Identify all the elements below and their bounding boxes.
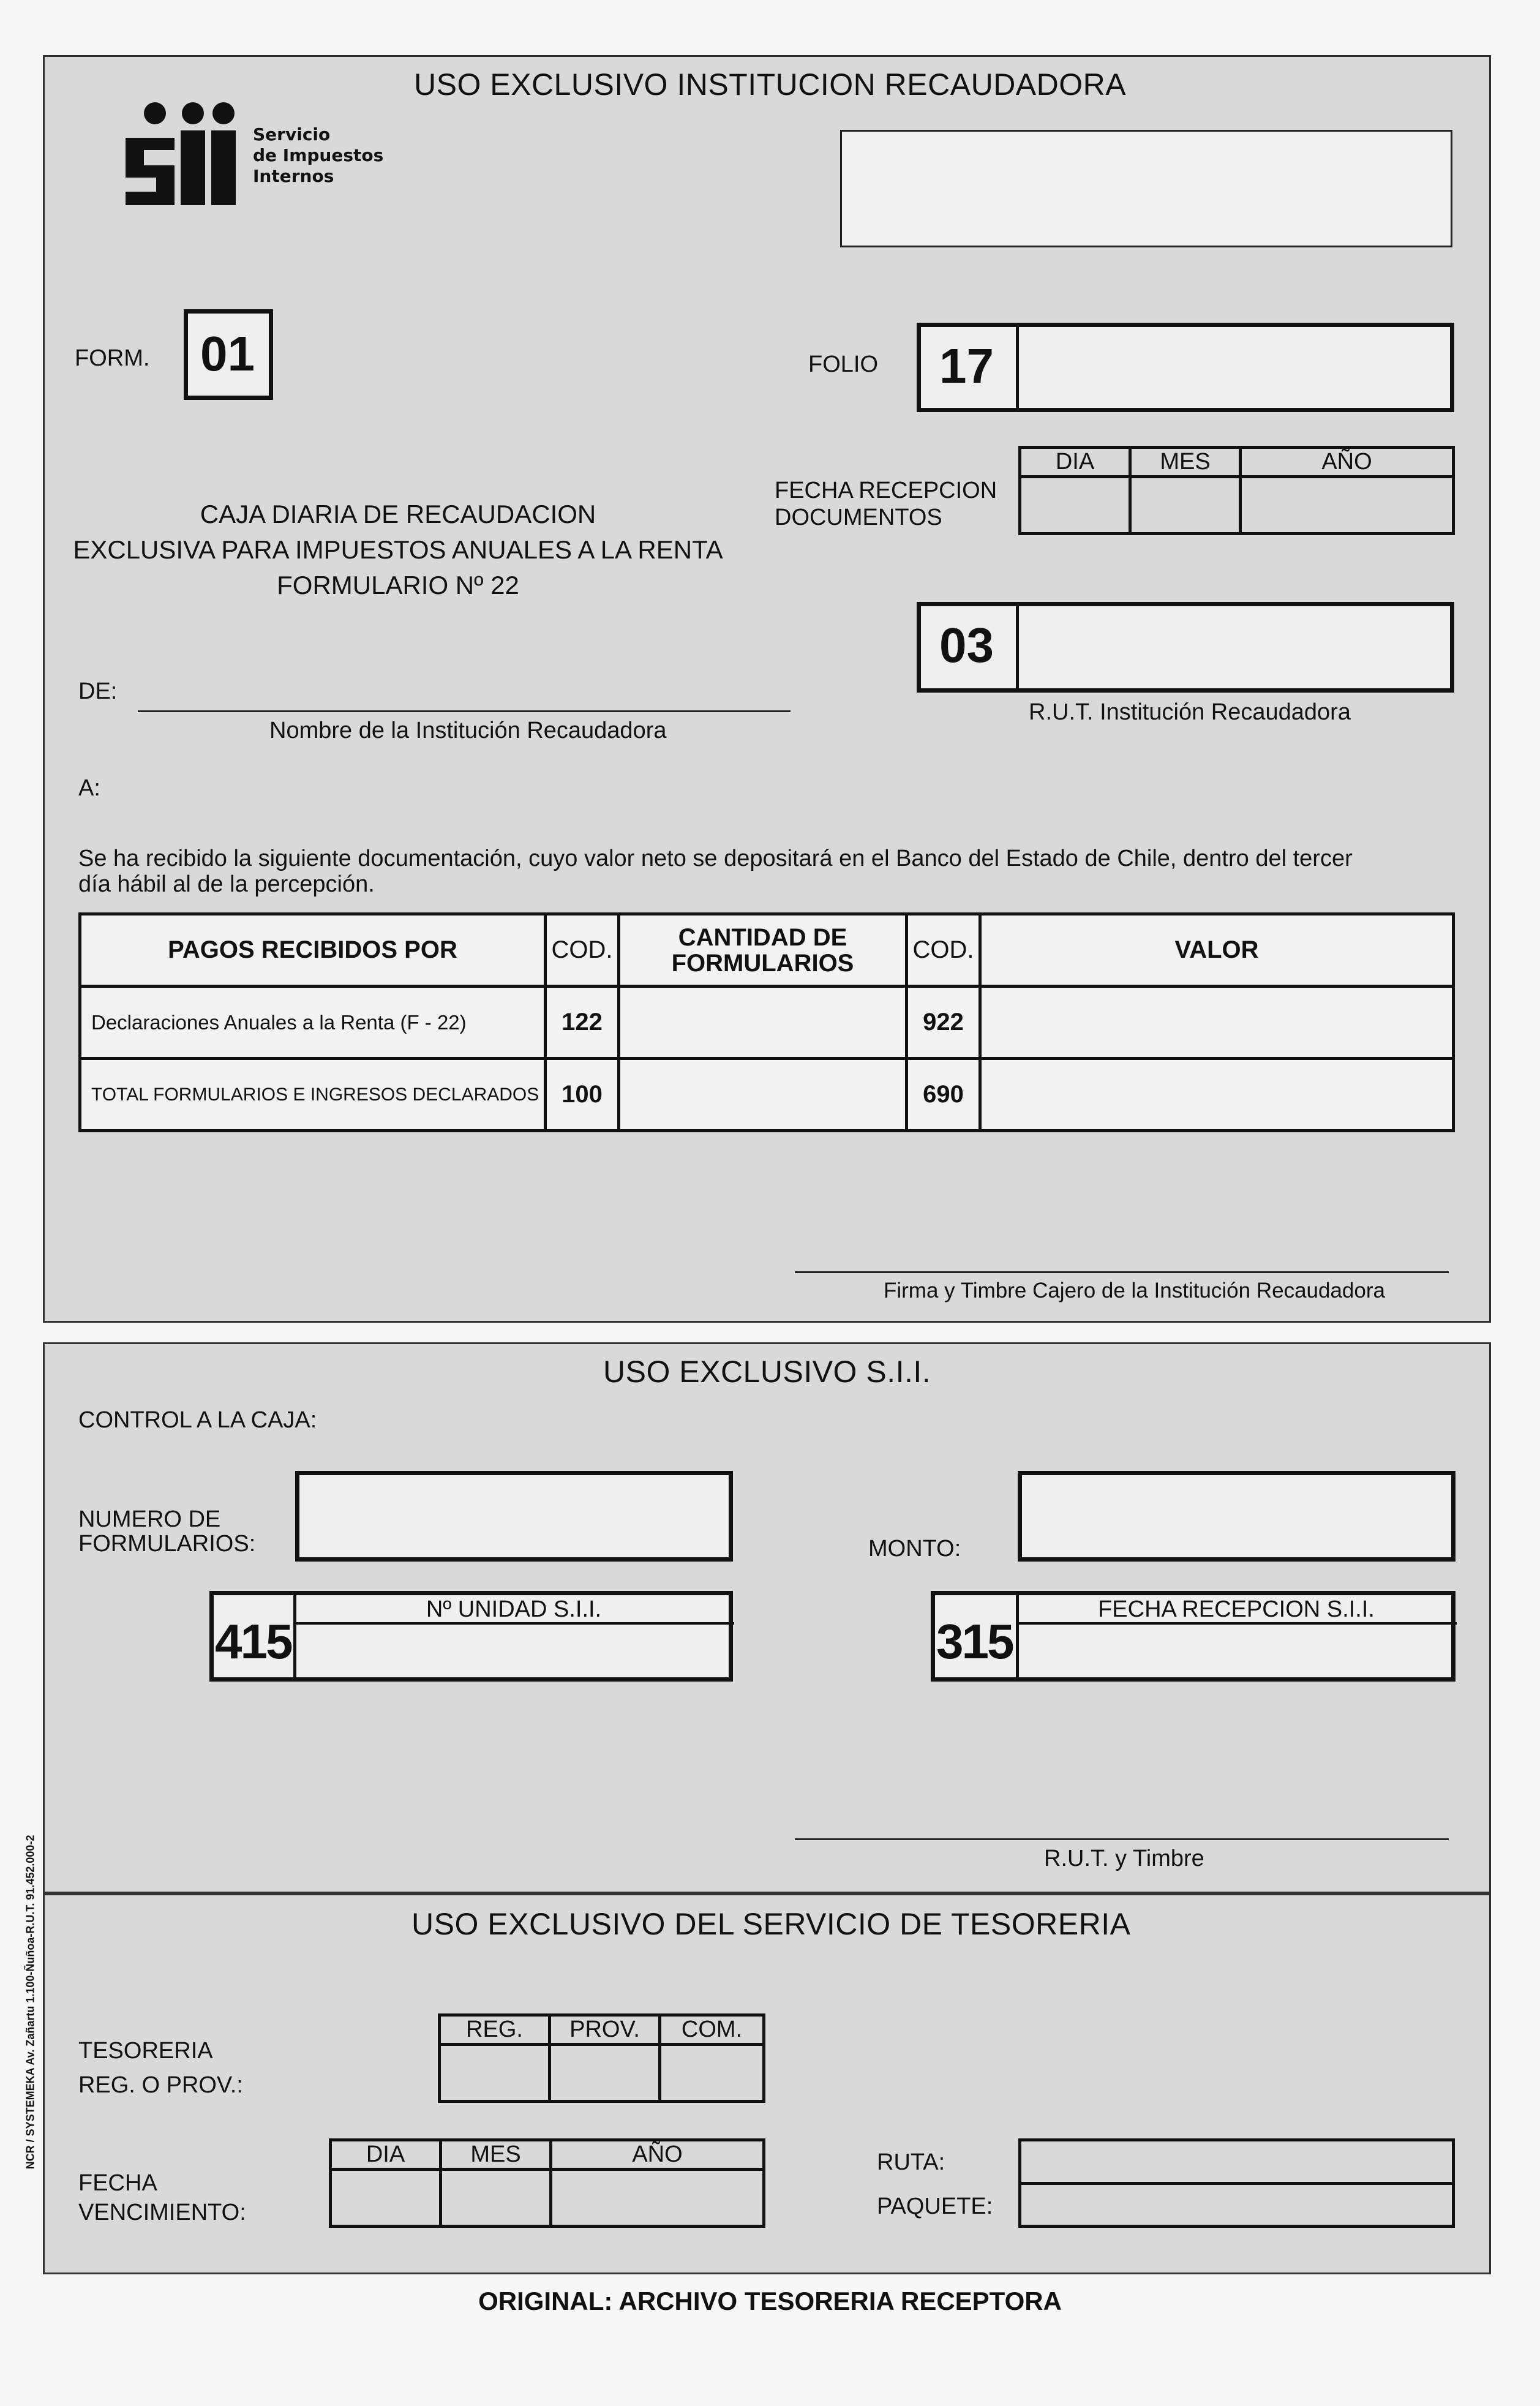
vto-cell-mes[interactable]: [441, 2170, 551, 2227]
date-header-ano: AÑO: [1241, 448, 1454, 477]
ruta-label: RUTA:: [877, 2149, 945, 2175]
logo-text-1: Servicio: [253, 124, 331, 145]
row-cod-1: 100: [546, 1059, 619, 1131]
numero-formularios-label-2: FORMULARIOS:: [78, 1531, 256, 1557]
firma-line[interactable]: [795, 1271, 1449, 1273]
header-valor: VALOR: [980, 914, 1454, 987]
fecha-sii-label: FECHA RECEPCION S.I.I.: [1098, 1596, 1375, 1622]
header-cantidad-line-1: CANTIDAD DE: [678, 923, 847, 951]
date-cell-ano[interactable]: [1241, 477, 1454, 534]
tesoreria-reg-grid[interactable]: [438, 2013, 765, 2103]
footer-caption: ORIGINAL: ARCHIVO TESORERIA RECEPTORA: [478, 2287, 1062, 2315]
date-cell-mes[interactable]: [1130, 477, 1241, 534]
vto-header-ano: AÑO: [551, 2140, 764, 2170]
side-printer-text: NCR / SYSTEMEKA Av. Zañartu 1.100-Ñuñoa-R.U.T. 91.452.000-2: [24, 1835, 37, 2170]
rut-divider: [1016, 606, 1019, 690]
row-label: Declaraciones Anuales a la Renta (F - 22): [80, 987, 546, 1059]
reg-cell[interactable]: [440, 2045, 550, 2102]
fecha-vencimiento-grid[interactable]: [329, 2138, 765, 2228]
numero-formularios-box[interactable]: [295, 1471, 733, 1562]
logo-text-2: de Impuestos: [253, 145, 384, 165]
control-caja-label: CONTROL A LA CAJA:: [78, 1407, 317, 1433]
vto-header-dia: DIA: [331, 2140, 441, 2170]
header-cod-2: COD.: [907, 914, 980, 987]
row-valor-cell[interactable]: [980, 987, 1454, 1059]
tesoreria-label-2: REG. O PROV.:: [78, 2072, 243, 2098]
monto-label: MONTO:: [868, 1536, 961, 1562]
monto-box[interactable]: [1018, 1471, 1455, 1562]
fecha-sii-code: 315: [936, 1614, 1013, 1669]
rut-institucion-box[interactable]: [917, 602, 1454, 693]
vto-cell-dia[interactable]: [331, 2170, 441, 2227]
tesoreria-label-1: TESORERIA: [78, 2038, 213, 2064]
unidad-divider-h: [293, 1622, 734, 1625]
payments-table: [78, 912, 1455, 1132]
fecha-vencimiento-label-1: FECHA: [78, 2170, 157, 2196]
folio-code: 17: [939, 339, 994, 393]
header-cantidad-line-2: FORMULARIOS: [671, 949, 854, 977]
header-cod-1: COD.: [546, 914, 619, 987]
unidad-code: 415: [215, 1614, 291, 1669]
sii-logo: [119, 101, 401, 211]
firma-caption: Firma y Timbre Cajero de la Institución Recaudadora: [884, 1279, 1385, 1303]
row-cod-2: 690: [907, 1059, 980, 1131]
vto-header-mes: MES: [441, 2140, 551, 2170]
nombre-institucion-caption: Nombre de la Institución Recaudadora: [269, 718, 667, 743]
section2-heading: USO EXCLUSIVO S.I.I.: [603, 1355, 931, 1389]
fecha-recepcion-label-2: DOCUMENTOS: [775, 505, 942, 530]
section3-heading: USO EXCLUSIVO DEL SERVICIO DE TESORERIA: [411, 1907, 1131, 1941]
paquete-cell[interactable]: [1020, 2183, 1454, 2227]
rut-timbre-caption: R.U.T. y Timbre: [1044, 1846, 1204, 1871]
form-label: FORM.: [75, 345, 150, 371]
header-pagos: PAGOS RECIBIDOS POR: [80, 914, 546, 987]
reg-header: REG.: [440, 2015, 550, 2045]
fecha-recepcion-sii-box[interactable]: [931, 1591, 1455, 1682]
ruta-paquete-grid[interactable]: [1018, 2138, 1455, 2228]
a-label: A:: [78, 775, 100, 801]
logo-text-3: Internos: [253, 166, 334, 186]
row-cantidad-cell[interactable]: [619, 1059, 907, 1131]
table-row: [80, 1059, 1454, 1131]
rut-institucion-caption: R.U.T. Institución Recaudadora: [1029, 699, 1351, 725]
de-label: DE:: [78, 679, 118, 704]
institution-stamp-box[interactable]: [840, 130, 1452, 247]
unidad-sii-box[interactable]: [209, 1591, 733, 1682]
row-valor-cell[interactable]: [980, 1059, 1454, 1131]
table-row: [80, 987, 1454, 1059]
paquete-label: PAQUETE:: [877, 2194, 993, 2219]
row-cantidad-cell[interactable]: [619, 987, 907, 1059]
section1-heading: USO EXCLUSIVO INSTITUCION RECAUDADORA: [414, 67, 1127, 102]
fecha-vencimiento-label-2: VENCIMIENTO:: [78, 2200, 246, 2225]
folio-divider: [1016, 327, 1019, 409]
fecha-recepcion-date-grid[interactable]: [1018, 446, 1455, 535]
form-title-3: FORMULARIO Nº 22: [277, 571, 519, 600]
row-cod-2: 922: [907, 987, 980, 1059]
com-cell[interactable]: [660, 2045, 764, 2102]
nombre-institucion-line[interactable]: [138, 710, 791, 712]
date-header-mes: MES: [1130, 448, 1241, 477]
row-label: TOTAL FORMULARIOS E INGRESOS DECLARADOS: [80, 1059, 546, 1131]
form-title-2: EXCLUSIVA PARA IMPUESTOS ANUALES A LA RENTA: [73, 535, 723, 564]
notice-line-2: día hábil al de la percepción.: [78, 871, 375, 897]
unidad-label: Nº UNIDAD S.I.I.: [426, 1596, 602, 1622]
header-cantidad: [619, 914, 907, 987]
com-header: COM.: [660, 2015, 764, 2045]
fecha-sii-divider-h: [1016, 1622, 1457, 1625]
rut-code: 03: [939, 618, 994, 672]
prov-header: PROV.: [550, 2015, 660, 2045]
folio-label: FOLIO: [808, 352, 879, 377]
notice-line-1: Se ha recibido la siguiente documentación, cuyo valor neto se depositará en el Banco del Estado de Chile, dentro del tercer: [78, 846, 1353, 871]
form-code: 01: [200, 326, 255, 381]
vto-cell-ano[interactable]: [551, 2170, 764, 2227]
form-code-box: [184, 309, 273, 400]
rut-timbre-line[interactable]: [795, 1838, 1449, 1840]
row-cod-1: 122: [546, 987, 619, 1059]
date-header-dia: DIA: [1020, 448, 1130, 477]
fecha-recepcion-label-1: FECHA RECEPCION: [775, 478, 997, 503]
numero-formularios-label-1: NUMERO DE: [78, 1506, 221, 1532]
date-cell-dia[interactable]: [1020, 477, 1130, 534]
folio-box[interactable]: [917, 323, 1454, 412]
ruta-cell[interactable]: [1020, 2140, 1454, 2184]
sii-logo-mark: [119, 101, 236, 211]
form-title-1: CAJA DIARIA DE RECAUDACION: [200, 500, 596, 528]
prov-cell[interactable]: [550, 2045, 660, 2102]
